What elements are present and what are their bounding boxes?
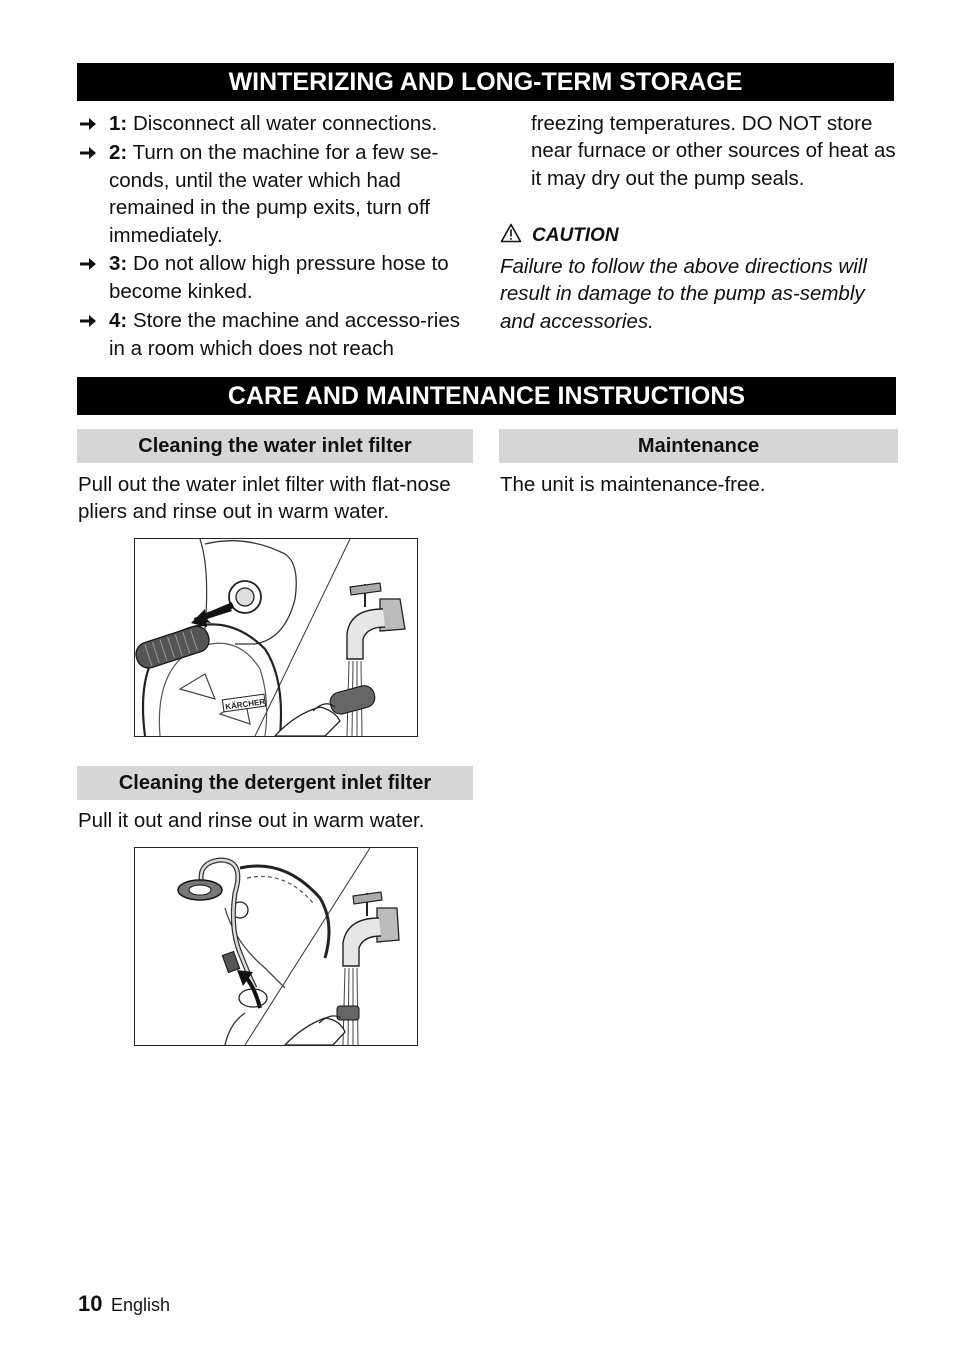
- brand-logo-text: KÄRCHER: [224, 697, 266, 712]
- care-heading: CARE AND MAINTENANCE INSTRUCTIONS: [77, 377, 896, 415]
- step-2-number: 2:: [109, 141, 128, 164]
- step-1: [78, 110, 478, 138]
- maintenance-text: The unit is maintenance-free.: [500, 473, 766, 496]
- water-filter-heading: Cleaning the water inlet filter: [77, 429, 473, 463]
- step-4: [78, 307, 478, 362]
- page-footer: [78, 1291, 170, 1321]
- arrow-right-icon: [78, 139, 102, 171]
- arrow-right-icon: [78, 110, 102, 142]
- page-number: 10: [78, 1291, 103, 1316]
- arrow-right-icon: [78, 250, 102, 282]
- warning-triangle-icon: [500, 223, 522, 248]
- caution-header: [500, 222, 800, 250]
- arrow-right-icon: [78, 307, 102, 339]
- step-1-number: 1:: [109, 112, 128, 135]
- winterizing-heading: WINTERIZING AND LONG-TERM STORAGE: [77, 63, 894, 101]
- caution-text: Failure to follow the above directions will result in damage to the pump as-sembly and accessories.: [500, 255, 867, 333]
- step-3-number: 3:: [109, 252, 128, 275]
- maintenance-heading: Maintenance: [499, 429, 898, 463]
- step-3: [78, 250, 478, 305]
- step-2-text: Turn on the machine for a few se-conds, until the water which had remained in the pump exits, turn off immediately.: [109, 141, 439, 247]
- step-1-text: Disconnect all water connections.: [132, 112, 438, 135]
- detergent-filter-text: Pull it out and rinse out in warm water.: [78, 809, 425, 832]
- caution-label: CAUTION: [532, 225, 619, 246]
- step-2: [78, 139, 478, 249]
- detergent-filter-heading: Cleaning the detergent inlet filter: [77, 766, 473, 800]
- water-filter-text: Pull out the water inlet filter with flat-nose pliers and rinse out in warm water.: [78, 473, 451, 524]
- detergent-filter-illustration: [134, 847, 418, 1046]
- step-4-text: Store the machine and accesso-ries in a room which does not reach: [109, 309, 460, 360]
- footer-language: English: [110, 1295, 170, 1315]
- water-filter-illustration: [134, 538, 418, 737]
- step-4-number: 4:: [109, 309, 128, 332]
- step-3-text: Do not allow high pressure hose to become kinked.: [109, 252, 449, 303]
- step-4-continuation: freezing temperatures. DO NOT store near furnace or other sources of heat as it may dry out the pump seals.: [531, 112, 896, 190]
